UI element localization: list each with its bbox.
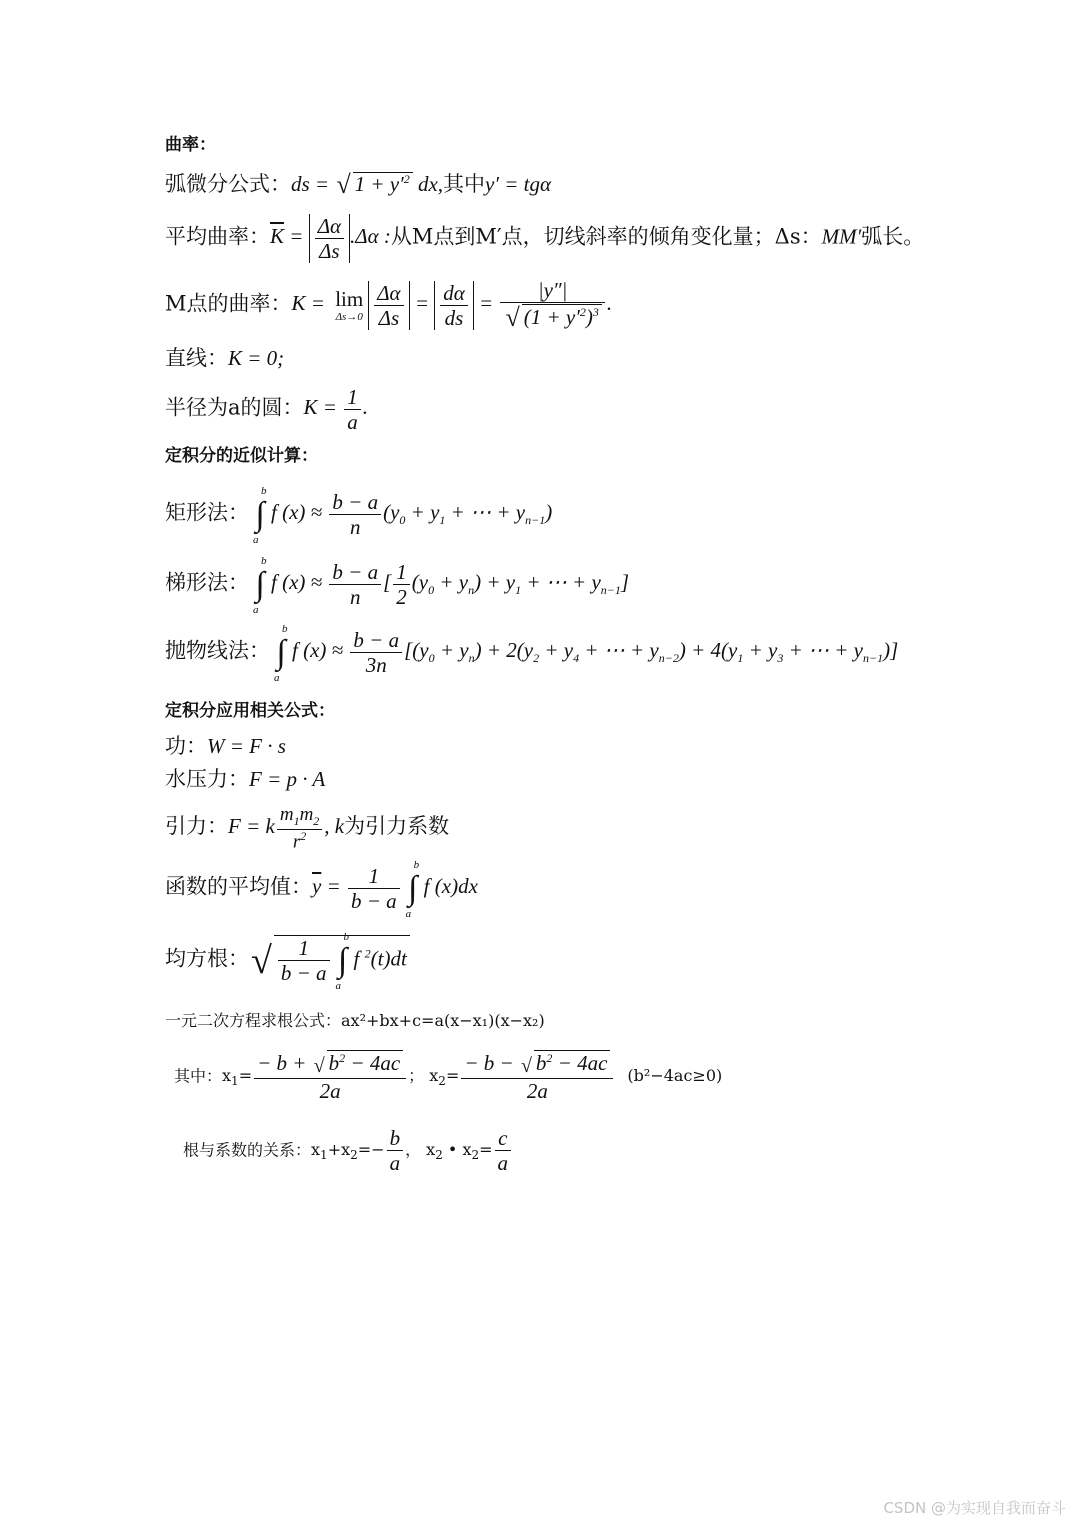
formula-average-curvature: 平均曲率：$\overline{K}$ = $\frac{\Delta\alpha}{\Delta s}$ .Δα :从M点到M′点，切线斜率的倾角变化量；Δs：MM′弧长。 [165,214,925,264]
label-point-curvature: M点的曲率： [165,291,292,316]
label-rms: 均方根： [165,946,249,971]
formula-trapezoid-method: 梯形法： ∫ b a f (x) ≈ $\frac{b - a}{n}$ [ $\frac{1}{2}$ $(y_0 + y_n) + y_1$ + ⋯ + $y_{n-1}$] [165,554,630,616]
label-line: 直线： [165,346,228,370]
formula-line-curvature: 直线：K = 0; [165,346,285,370]
label-parabola: 抛物线法： [165,638,270,663]
label-arc-length: 弧长。 [861,224,925,249]
section-title-curvature: 曲率： [165,135,216,155]
gravitation-coefficient-note: 为引力系数 [344,814,450,839]
quadratic-root-formula [165,1013,545,1029]
formula-point-curvature: M点的曲率：K = lim Δs→0 $\frac{\Delta\alpha}{\Delta s}$ = $\frac{d\alpha}{ds}$ = $\frac{|y''|}{√ (1 + y'^2)^3}$ . [165,278,613,333]
label-mean-value: 函数的平均值： [165,874,312,899]
label-trapezoid: 梯形法： [165,570,249,595]
quadratic-factored-form: ax²+bx+c=a(x−x₁)(x−x₂) [341,1011,545,1030]
formula-work: 功：W = F · s [165,734,286,758]
formula-parabola-method: 抛物线法： ∫ b a f (x) ≈ $\frac{b - a}{3n}$ [$(y_0 + y_n) + 2(y_2 + y_4$ + ⋯ + $y_{n-2}) + 4(y_1 + y_3$ + ⋯ + $y_{n-1}$)] [165,622,899,684]
label-vieta: 根与系数的关系： [183,1140,312,1160]
formula-mean-value: 函数的平均值：$\overline{y}$ = $\frac{1}{b - a}$ ∫ b a f (x)dx [165,858,478,920]
label-avg-curvature: 平均曲率： [165,224,270,249]
section-title-applications: 定积分应用相关公式： [165,701,335,721]
label-where: 其中： [174,1066,223,1086]
label-quadratic: 一元二次方程求根公式： [165,1011,342,1030]
formula-gravitation: 引力：F = k $\frac{m_1m_2}{r^2}$ , k为引力系数 [165,804,450,852]
formula-circle-curvature: 半径为a的圆：K = $\frac{1}{a}$ . [165,385,368,435]
label-work: 功： [165,734,207,758]
label-water-pressure: 水压力： [165,767,249,791]
vieta-relations: 根与系数的关系：$x_1+x_2=-$ $\frac{b}{a}$ ， $x_2$ • $x_2=$ $\frac{c}{a}$ [183,1126,513,1175]
label-arc: 弧微分公式： [165,172,291,196]
quadratic-roots: 其中：$x_1=$ $\frac{- b + √ b^2 - 4ac}{2a}$ ； $x_2=$ $\frac{- b - √ b^2 - 4ac}{2a}$ (b²−4ac≥0) [174,1051,723,1103]
formula-water-pressure: 水压力：F = p · A [165,767,326,791]
label-gravitation: 引力： [165,814,228,839]
formula-rectangle-method: 矩形法： ∫ b a f (x) ≈ $\frac{b - a}{n}$ ($y_0 + y_1$ + ⋯ + $y_{n-1}$) [165,484,553,546]
label-rectangle: 矩形法： [165,500,249,525]
formula-rms: 均方根：√ $\frac{1}{b - a}$ ∫ b a f $^2$(t)dt [165,935,410,985]
avg-curvature-desc: 从M点到M′点，切线斜率的倾角变化量；Δs： [390,224,822,249]
label-circle: 半径为a的圆： [165,395,304,420]
discriminant-condition: (b²−4ac≥0) [627,1066,723,1086]
section-title-approx: 定积分的近似计算： [165,446,318,466]
formula-arc-differential: 弧微分公式：ds = √ $1 + y'^2$ dx,其中y′ = tgα [165,170,551,199]
watermark: CSDN @为实现自我而奋斗 [883,1499,1066,1517]
